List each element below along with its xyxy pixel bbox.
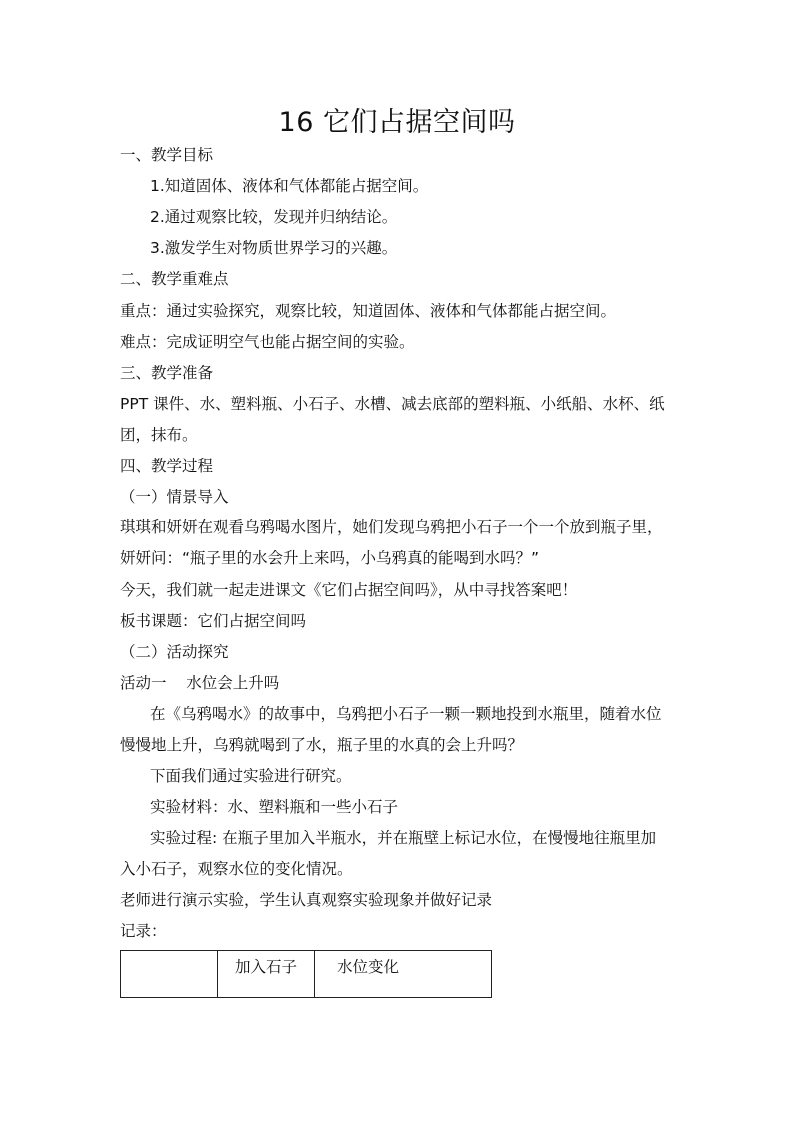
paragraph-line: 今天，我们就一起走进课文《它们占据空间吗》，从中寻找答案吧！	[120, 581, 578, 599]
paragraph-line: 实验过程: 在瓶子里加入半瓶水，并在瓶壁上标记水位，在慢慢地往瓶里加	[150, 829, 657, 847]
record-label: 记录：	[120, 922, 167, 940]
paragraph-line: 板书课题：它们占据空间吗	[120, 612, 307, 630]
paragraph-line: 实验材料：水、塑料瓶和一些小石子	[150, 798, 399, 816]
subsection-heading: （二）活动探究	[120, 643, 229, 661]
paragraph-line: 重点：通过实验探究，观察比较，知道固体、液体和气体都能占据空间。	[120, 302, 617, 320]
section-heading: 四、教学过程	[120, 457, 214, 475]
page-title: 16 它们占据空间吗	[278, 107, 516, 138]
table-header-water-level: 水位变化	[315, 951, 492, 998]
paragraph-line: 团，抹布。	[120, 426, 198, 444]
section-heading: 三、教学准备	[120, 364, 214, 382]
section-heading: 一、教学目标	[120, 146, 214, 164]
paragraph-line: 老师进行演示实验，学生认真观察实验现象并做好记录	[120, 891, 493, 909]
table-row	[121, 951, 492, 998]
activity-heading: 活动一 水位会上升吗	[120, 674, 280, 692]
paragraph-line: 难点：完成证明空气也能占据空间的实验。	[120, 333, 415, 351]
objective-item: 1.知道固体、液体和气体都能占据空间。	[150, 177, 429, 195]
paragraph-line: 入小石子，观察水位的变化情况。	[120, 860, 353, 878]
paragraph-line: PPT 课件、水、塑料瓶、小石子、水槽、减去底部的塑料瓶、小纸船、水杯、纸	[120, 395, 665, 413]
paragraph-line: 在《乌鸦喝水》的故事中，乌鸦把小石子一颗一颗地投到水瓶里，随着水位	[150, 705, 662, 723]
paragraph-line: 琪琪和妍妍在观看乌鸦喝水图片，她们发现乌鸦把小石子一个一个放到瓶子里，	[120, 518, 663, 536]
record-table	[120, 950, 492, 998]
table-cell-empty	[121, 951, 218, 998]
paragraph-line: 妍妍问：“瓶子里的水会升上来吗，小乌鸦真的能喝到水吗？”	[120, 549, 540, 567]
paragraph-line: 慢慢地上升，乌鸦就喝到了水，瓶子里的水真的会上升吗？	[120, 736, 524, 754]
objective-item: 2.通过观察比较，发现并归纳结论。	[150, 208, 398, 226]
subsection-heading: （一）情景导入	[120, 488, 229, 506]
table-header-add-stones: 加入石子	[218, 951, 315, 998]
section-heading: 二、教学重难点	[120, 270, 229, 288]
objective-item: 3.激发学生对物质世界学习的兴趣。	[150, 239, 398, 257]
paragraph-line: 下面我们通过实验进行研究。	[150, 767, 352, 785]
